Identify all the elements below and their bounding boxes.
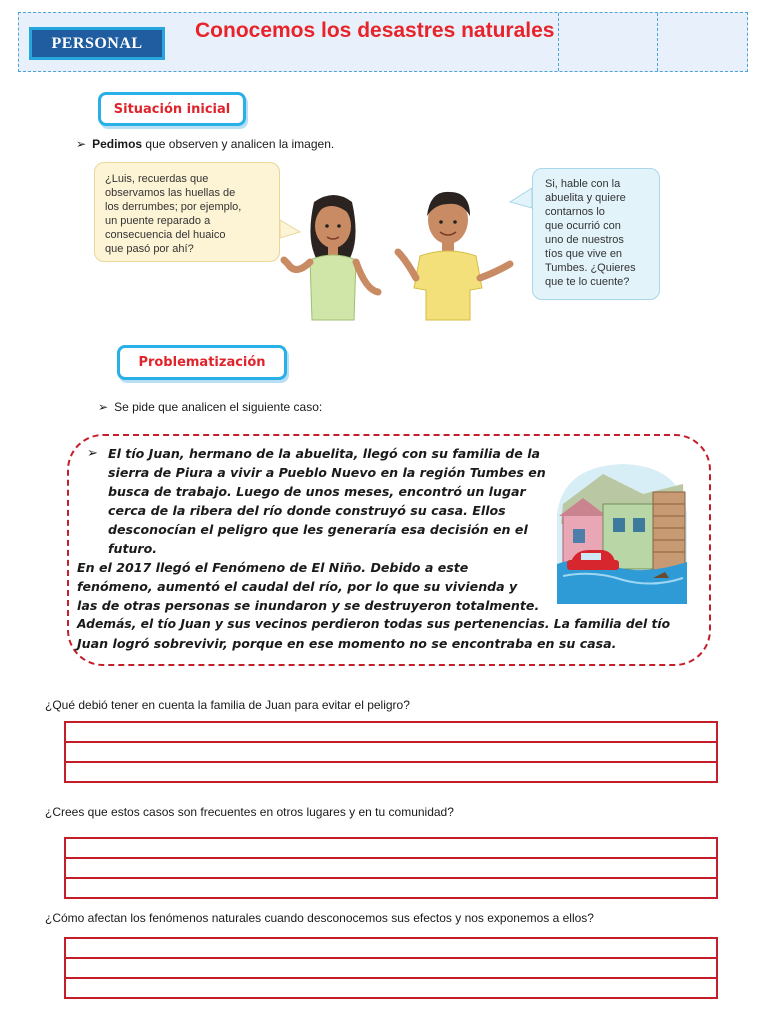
- case-line: fenómeno, aumentó el caudal del río, por lo que su vivienda y: [77, 579, 518, 594]
- case-line: cerca de la ribera del río donde construyó su casa. Ellos: [108, 503, 506, 518]
- bubble-line: observamos las huellas de: [105, 187, 236, 199]
- section-badge: [29, 27, 165, 60]
- case-line: busca de trabajo. Luego de unos meses, encontró un lugar: [108, 484, 526, 499]
- case-line: El tío Juan, hermano de la abuelita, llegó con su familia de la: [108, 446, 541, 461]
- section-pill-label: Problematización: [138, 355, 266, 370]
- answer-line: [66, 741, 716, 743]
- section-pill-label: Situación inicial: [113, 101, 231, 117]
- answer-line: [66, 857, 716, 859]
- arrow-bullet-icon: ➢: [76, 137, 87, 151]
- arrow-bullet-icon: ➢: [98, 400, 109, 414]
- question-3: ¿Cómo afectan los fenómenos naturales cuando desconocemos sus efectos y nos exponemos a ellos?: [45, 911, 594, 925]
- boy-figure: [398, 192, 510, 320]
- answer-line: [66, 957, 716, 959]
- answer-box-3[interactable]: [64, 937, 718, 999]
- bubble-tail: [280, 220, 300, 238]
- answer-line: [66, 761, 716, 763]
- children-talking-illustration: [270, 160, 540, 325]
- instruction-text: que observen y analicen la imagen.: [142, 137, 335, 151]
- bubble-line: Si, hable con la: [545, 178, 621, 190]
- bubble-line: que ocurrió con: [545, 220, 621, 232]
- speech-bubble-girl: [94, 162, 280, 262]
- bubble-line: uno de nuestros: [545, 234, 624, 246]
- header-divider: [657, 13, 658, 71]
- section-pill-problematizacion: [117, 345, 287, 380]
- header-divider: [558, 13, 559, 71]
- case-line: futuro.: [108, 541, 158, 556]
- case-line: sierra de Piura a vivir a Pueblo Nuevo en la región Tumbes en: [108, 465, 546, 480]
- answer-line: [66, 977, 716, 979]
- bubble-line: un puente reparado a: [105, 215, 211, 227]
- answer-box-1[interactable]: [64, 721, 718, 783]
- case-paragraph-1: [108, 444, 548, 558]
- bubble-line: contarnos lo: [545, 206, 605, 218]
- bubble-line: Tumbes. ¿Quieres: [545, 262, 636, 274]
- case-line: las de otras personas se inundaron y se destruyeron totalmente.: [77, 598, 540, 613]
- answer-box-2[interactable]: [64, 837, 718, 899]
- bubble-line: los derrumbes; por ejemplo,: [105, 201, 242, 213]
- instruction-bold: Pedimos: [92, 137, 143, 151]
- flooded-house-illustration: [553, 454, 693, 604]
- instruction-text: Se pide que analicen el siguiente caso:: [114, 400, 323, 414]
- bubble-tail: [510, 188, 532, 208]
- case-line: Además, el tío Juan y sus vecinos perdieron todas sus pertenencias. La familia del tío: [77, 617, 671, 631]
- bubble-line: consecuencia del huaico: [105, 229, 226, 241]
- page-title: Conocemos los desastres naturales: [195, 19, 555, 42]
- case-line: Juan logró sobrevivir, porque en ese momento no se encontraba en su casa.: [77, 636, 617, 651]
- instruction-line: [98, 400, 322, 414]
- instruction-line: [76, 137, 334, 151]
- section-pill-situacion: [98, 92, 246, 126]
- question-2: ¿Crees que estos casos son frecuentes en otros lugares y en tu comunidad?: [45, 805, 454, 819]
- speech-bubble-boy: [532, 168, 660, 300]
- bubble-line: abuelita y quiere: [545, 192, 626, 204]
- question-1: ¿Qué debió tener en cuenta la familia de Juan para evitar el peligro?: [45, 698, 410, 712]
- bubble-line: que pasó por ahí?: [105, 243, 194, 255]
- case-line: En el 2017 llegó el Fenómeno de El Niño. Debido a este: [77, 560, 469, 575]
- arrow-bullet-icon: ➢: [87, 446, 98, 461]
- answer-line: [66, 877, 716, 879]
- bubble-line: ¿Luis, recuerdas que: [105, 173, 209, 185]
- bubble-line: que te lo cuente?: [545, 276, 630, 288]
- badge-label: PERSONAL: [51, 34, 143, 52]
- girl-figure: [284, 195, 378, 320]
- bubble-line: tíos que vive en: [545, 248, 623, 260]
- case-line: desconocían el peligro que les generaría esa decisión en el: [108, 522, 528, 537]
